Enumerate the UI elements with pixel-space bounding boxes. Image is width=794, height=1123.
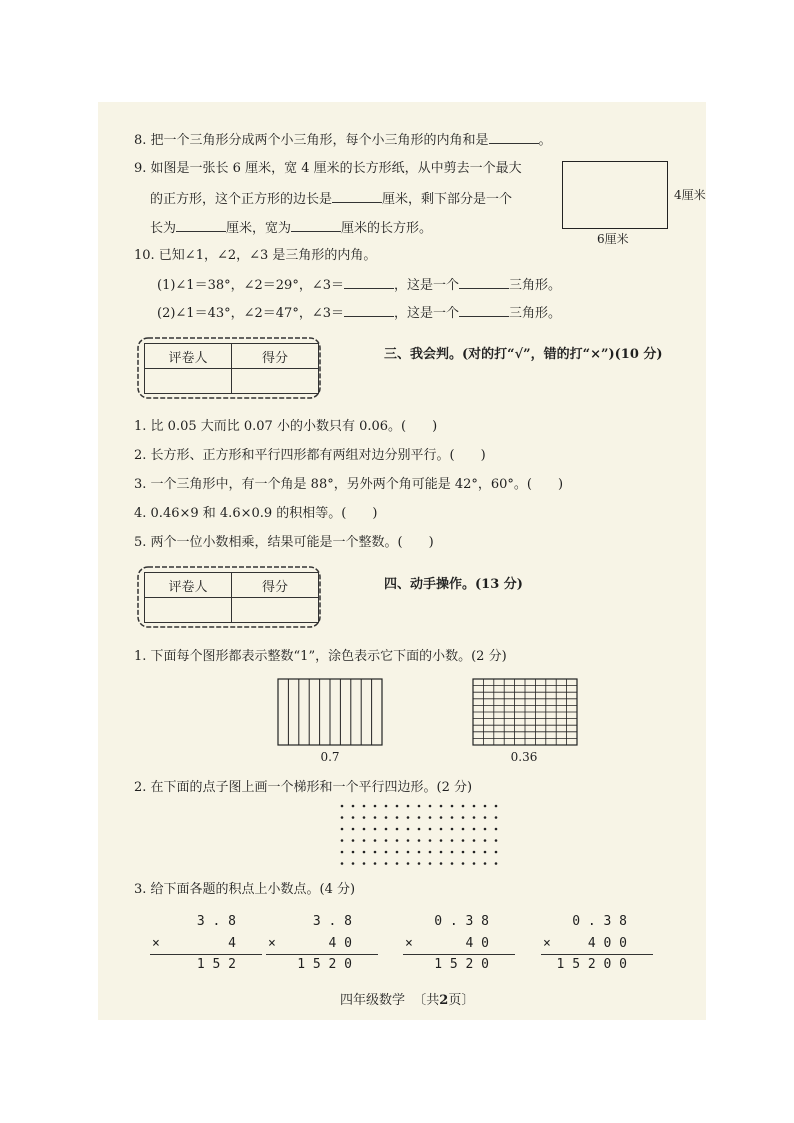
q9-line3-c: 厘米的长方形。 xyxy=(341,221,433,236)
times-sign: × xyxy=(543,936,551,951)
grid-dot xyxy=(407,862,410,865)
grid-dot xyxy=(484,805,487,808)
grid-dot xyxy=(484,862,487,865)
paren-close: ) xyxy=(372,506,378,521)
grid-dot xyxy=(495,839,498,842)
score-label: 得分 xyxy=(232,344,319,369)
product-rule xyxy=(403,954,515,955)
question-8 xyxy=(134,131,552,149)
product-rule xyxy=(541,954,653,955)
grid-dot xyxy=(363,805,366,808)
q9-line3 xyxy=(150,219,432,237)
grid-dot xyxy=(440,851,443,854)
grid-dot xyxy=(451,862,454,865)
grid-dot xyxy=(352,816,355,819)
multiplication-problem[interactable] xyxy=(266,912,378,974)
multiplier: 4 xyxy=(228,936,236,951)
score-cell[interactable] xyxy=(232,369,319,394)
times-sign: × xyxy=(268,936,276,951)
tenths-figure[interactable] xyxy=(277,678,383,746)
judge-item-3 xyxy=(134,477,563,493)
judge-text: 5. 两个一位小数相乘，结果可能是一个整数。( xyxy=(134,535,403,550)
section4-title: 四、动手操作。(13 分) xyxy=(384,577,523,592)
grid-dot xyxy=(352,805,355,808)
grid-dot xyxy=(418,839,421,842)
grid-dot xyxy=(462,816,465,819)
judge-text: 4. 0.46×9 和 4.6×0.9 的积相等。( xyxy=(134,506,347,521)
grid-dot xyxy=(385,816,388,819)
judge-text: 2. 长方形、正方形和平行四形都有两组对边分别平行。( xyxy=(134,448,455,463)
grid-dot xyxy=(418,828,421,831)
grid-dot xyxy=(407,805,410,808)
grid-dot xyxy=(451,816,454,819)
grid-dot xyxy=(352,839,355,842)
grid-dot xyxy=(385,828,388,831)
judge-text: 1. 比 0.05 大而比 0.07 小的小数只有 0.06。( xyxy=(134,419,407,434)
product[interactable]: 1 5 2 0 0 xyxy=(556,957,627,972)
grid-dot xyxy=(440,805,443,808)
grid-dot xyxy=(495,816,498,819)
reviewer-label: 评卷人 xyxy=(145,344,232,369)
grid-dot xyxy=(363,839,366,842)
grid-dot xyxy=(374,839,377,842)
multiplier: 4 0 xyxy=(465,936,489,951)
multiplication-problem[interactable] xyxy=(150,912,262,974)
grid-dot xyxy=(495,805,498,808)
grid-dot xyxy=(495,862,498,865)
footer-page-count: 2 xyxy=(439,993,449,1008)
product[interactable]: 1 5 2 0 xyxy=(434,957,489,972)
multiplier: 4 0 0 xyxy=(587,936,627,951)
grid-dot xyxy=(495,851,498,854)
grid-dot xyxy=(396,862,399,865)
q9-height-label: 4厘米 xyxy=(674,188,706,202)
reviewer-cell[interactable] xyxy=(145,598,232,623)
grader-table xyxy=(144,572,319,623)
grid-dot xyxy=(374,828,377,831)
grid-dot xyxy=(484,828,487,831)
q9-line3-b: 厘米，宽为 xyxy=(226,221,292,236)
score-cell[interactable] xyxy=(232,598,319,623)
q10-p1-a: (1)∠1＝38°，∠2＝29°，∠3＝ xyxy=(157,278,344,293)
reviewer-label: 评卷人 xyxy=(145,573,232,598)
grid-dot xyxy=(363,851,366,854)
grid-dot xyxy=(484,851,487,854)
grid-dot xyxy=(352,851,355,854)
grid-dot xyxy=(473,828,476,831)
answer-blank[interactable] xyxy=(459,276,509,289)
s4-question-1: 1. 下面每个图形都表示整数“1”，涂色表示它下面的小数。(2 分) xyxy=(134,649,507,664)
grid-dot xyxy=(473,851,476,854)
grid-dot xyxy=(341,805,344,808)
grid-dot xyxy=(385,839,388,842)
multiplier: 4 0 xyxy=(328,936,352,951)
section3-title: 三、我会判。(对的打“√”，错的打“×”)(10 分) xyxy=(384,347,663,362)
s4-question-3: 3. 给下面各题的积点上小数点。(4 分) xyxy=(134,882,356,897)
q10-p2-b: ，这是一个 xyxy=(394,306,460,321)
q9-line3-a: 长为 xyxy=(150,221,177,236)
q10-p2-a: (2)∠1＝43°，∠2＝47°，∠3＝ xyxy=(157,306,344,321)
product[interactable]: 1 5 2 0 xyxy=(297,957,352,972)
grid-dot xyxy=(385,862,388,865)
grid-dot xyxy=(352,862,355,865)
q10-part2 xyxy=(157,304,561,322)
dot-grid[interactable] xyxy=(338,802,504,870)
q9-line1: 9. 如图是一张长 6 厘米，宽 4 厘米的长方形纸，从中剪去一个最大 xyxy=(134,161,522,176)
s4-question-2: 2. 在下面的点子图上画一个梯形和一个平行四边形。(2 分) xyxy=(134,780,473,795)
footer-pages-close: 页〕 xyxy=(448,993,475,1008)
q8-text: 8. 把一个三角形分成两个小三角形，每个小三角形的内角和是 xyxy=(134,133,489,148)
grid-dot xyxy=(484,839,487,842)
product-rule xyxy=(150,954,262,955)
grid-dot xyxy=(341,851,344,854)
grid-dot xyxy=(418,851,421,854)
grid-dot xyxy=(418,805,421,808)
grid-dot xyxy=(374,816,377,819)
answer-blank[interactable] xyxy=(344,304,394,317)
grid-dot xyxy=(418,816,421,819)
grid-dot xyxy=(396,839,399,842)
q9-width-label: 6厘米 xyxy=(597,232,629,246)
grid-dot xyxy=(341,839,344,842)
grid-dot xyxy=(374,805,377,808)
q9-rectangle-figure xyxy=(562,161,668,229)
grid-dot xyxy=(429,851,432,854)
grid-dot xyxy=(363,828,366,831)
grid-dot xyxy=(341,828,344,831)
grid-dot xyxy=(407,839,410,842)
q9-line2 xyxy=(150,190,512,208)
tenths-label: 0.7 xyxy=(320,750,340,764)
grid-dot xyxy=(429,862,432,865)
judge-item-1 xyxy=(134,419,437,435)
q10-part1 xyxy=(157,276,561,294)
judge-text: 3. 一个三角形中，有一个角是 88°，另外两个角可能是 42°，60°。( xyxy=(134,477,532,492)
reviewer-cell[interactable] xyxy=(145,369,232,394)
grid-dot xyxy=(473,862,476,865)
grid-dot xyxy=(341,862,344,865)
grid-dot xyxy=(429,839,432,842)
multiplicand: 3 . 8 xyxy=(312,914,352,929)
grid-dot xyxy=(462,805,465,808)
q9-line2-a: 的正方形，这个正方形的边长是 xyxy=(150,192,333,207)
answer-blank[interactable] xyxy=(344,276,394,289)
grid-dot xyxy=(440,816,443,819)
paren-close: ) xyxy=(480,448,486,463)
answer-blank[interactable] xyxy=(332,190,382,203)
q10-stem: 10. 已知∠1，∠2，∠3 是三角形的内角。 xyxy=(134,248,377,263)
grid-dot xyxy=(451,805,454,808)
product[interactable]: 1 5 2 xyxy=(196,957,236,972)
grid-dot xyxy=(385,805,388,808)
answer-blank[interactable] xyxy=(176,219,226,232)
grid-dot xyxy=(451,828,454,831)
grid-dot xyxy=(396,816,399,819)
grid-dot xyxy=(385,851,388,854)
grid-dot xyxy=(396,851,399,854)
grid-dot xyxy=(462,862,465,865)
judge-item-2 xyxy=(134,448,486,464)
grid-dot xyxy=(429,805,432,808)
times-sign: × xyxy=(405,936,413,951)
grid-dot xyxy=(374,862,377,865)
q10-p2-c: 三角形。 xyxy=(509,306,562,321)
grid-dot xyxy=(396,805,399,808)
grid-dot xyxy=(462,839,465,842)
hundredths-label: 0.36 xyxy=(510,750,538,764)
grid-dot xyxy=(396,828,399,831)
grid-dot xyxy=(440,828,443,831)
footer-pages-open: 〔共 xyxy=(413,993,440,1008)
grid-dot xyxy=(363,816,366,819)
grid-dot xyxy=(429,816,432,819)
judge-item-5 xyxy=(134,535,434,551)
grid-dot xyxy=(473,805,476,808)
grid-dot xyxy=(407,816,410,819)
judge-item-4 xyxy=(134,506,377,522)
grid-dot xyxy=(440,839,443,842)
paren-close: ) xyxy=(428,535,434,550)
grader-box xyxy=(134,334,324,402)
grid-dot xyxy=(462,851,465,854)
multiplicand: 0 . 3 8 xyxy=(572,914,627,929)
grid-dot xyxy=(473,839,476,842)
grid-dot xyxy=(462,828,465,831)
grader-table xyxy=(144,343,319,394)
grid-dot xyxy=(484,816,487,819)
grid-dot xyxy=(451,839,454,842)
grid-dot xyxy=(341,816,344,819)
grader-box xyxy=(134,563,324,631)
grid-dot xyxy=(363,862,366,865)
grid-dot xyxy=(451,851,454,854)
q10-p1-b: ，这是一个 xyxy=(394,278,460,293)
product-rule xyxy=(266,954,378,955)
q8-end: 。 xyxy=(538,133,552,148)
multiplicand: 0 . 3 8 xyxy=(434,914,489,929)
grid-dot xyxy=(473,816,476,819)
grid-dot xyxy=(495,828,498,831)
score-label: 得分 xyxy=(232,573,319,598)
q10-p1-c: 三角形。 xyxy=(509,278,562,293)
grid-dot xyxy=(407,851,410,854)
paren-close: ) xyxy=(432,419,438,434)
grid-dot xyxy=(418,862,421,865)
paren-close: ) xyxy=(558,477,564,492)
answer-blank[interactable] xyxy=(489,131,539,144)
multiplication-problem[interactable] xyxy=(403,912,515,974)
multiplication-problem[interactable] xyxy=(541,912,653,974)
page-footer xyxy=(340,993,474,1009)
grid-dot xyxy=(407,828,410,831)
footer-subject: 四年级数学 xyxy=(340,993,406,1008)
grid-dot xyxy=(429,828,432,831)
hundredths-figure[interactable] xyxy=(472,678,578,746)
answer-blank[interactable] xyxy=(291,219,341,232)
grid-dot xyxy=(352,828,355,831)
answer-blank[interactable] xyxy=(459,304,509,317)
q9-line2-b: 厘米，剩下部分是一个 xyxy=(382,192,513,207)
times-sign: × xyxy=(152,936,160,951)
grid-dot xyxy=(374,851,377,854)
multiplicand: 3 . 8 xyxy=(196,914,236,929)
grid-dot xyxy=(440,862,443,865)
